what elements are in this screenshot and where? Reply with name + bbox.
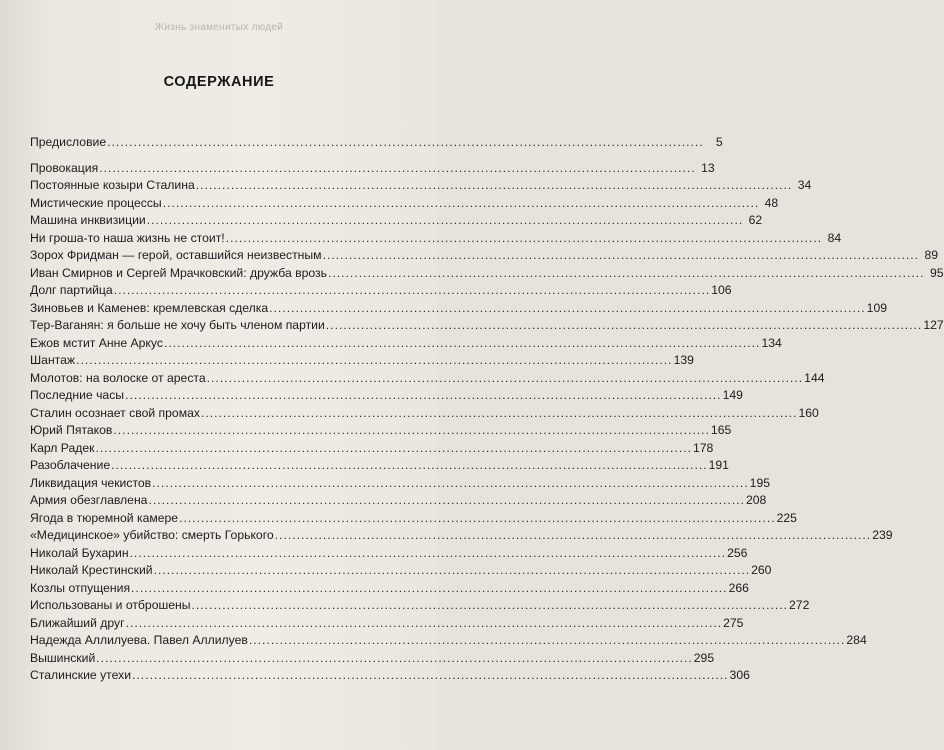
toc-leader-dots: [99, 160, 696, 178]
toc-leader-dots: [95, 440, 692, 458]
toc-entry-title: Молотов: на волоске от ареста: [30, 370, 206, 385]
toc-entry: [30, 545, 748, 563]
toc-leader-dots: [107, 134, 704, 152]
toc-entry-title: Надежда Аллилуева. Павел Аллилуев: [30, 633, 248, 647]
toc-entry: [30, 212, 763, 230]
toc-entry-page: 191: [708, 458, 729, 472]
toc-entry-title: Зорох Фридман — герой, оставшийся неизвестным: [30, 248, 322, 262]
toc-entry-page: 134: [761, 335, 782, 350]
toc-entry-page: 165: [710, 423, 732, 437]
toc-entry: [30, 475, 771, 493]
toc-entry: [30, 580, 749, 598]
toc-entry: [30, 457, 729, 475]
toc-entry-page: 225: [776, 510, 797, 525]
toc-entry: [30, 597, 810, 615]
toc-entry-title: Николай Крестинский: [30, 563, 153, 577]
toc-leader-dots: [269, 300, 866, 318]
toc-entry-page: 275: [723, 615, 744, 630]
toc-entry: [30, 422, 732, 440]
toc-leader-dots: [196, 177, 793, 195]
toc-leader-dots: [148, 492, 745, 510]
toc-entry-page: 149: [722, 388, 743, 402]
toc-leader-dots: [192, 597, 789, 615]
toc-entry: [30, 405, 819, 423]
toc-entry: [30, 667, 750, 685]
toc-entry-page: 260: [751, 563, 772, 577]
toc-entry-title: Козлы отпущения: [30, 580, 131, 595]
toc-leader-dots: [323, 247, 920, 265]
toc-entry-page: 295: [693, 650, 715, 665]
table-of-contents: [30, 134, 944, 685]
toc-entry: [30, 510, 797, 528]
toc-leader-dots: [163, 195, 760, 213]
toc-leader-dots: [164, 335, 761, 353]
toc-leader-dots: [125, 387, 722, 405]
toc-entry: [30, 230, 842, 248]
toc-entry: [30, 195, 779, 213]
toc-entry: [30, 177, 812, 195]
toc-entry-title: Сталин осознает свой промах: [30, 405, 200, 420]
toc-entry-page: 239: [872, 528, 893, 542]
toc-entry-page: 144: [804, 370, 825, 385]
toc-entry-page: 160: [798, 405, 819, 420]
toc-entry-title: Провокация: [30, 160, 99, 175]
toc-entry-title: Юрий Пятаков: [30, 423, 113, 437]
toc-entry-title: Карл Радек: [30, 440, 95, 455]
toc-leader-dots: [76, 352, 673, 370]
toc-leader-dots: [113, 422, 710, 440]
toc-entry-page: 272: [789, 598, 810, 612]
toc-entry-page: 178: [692, 440, 714, 455]
toc-entry-page: 5: [715, 135, 723, 149]
toc-heading: СОДЕРЖАНИЕ: [163, 74, 275, 90]
toc-entry-page: 89: [924, 248, 939, 262]
toc-leader-dots: [114, 282, 711, 300]
toc-entry-page: 84: [827, 230, 842, 245]
toc-entry: [30, 160, 715, 178]
toc-entry: [30, 265, 944, 283]
toc-entry: [30, 527, 893, 545]
toc-entry-title: Мистические процессы: [30, 195, 162, 210]
toc-entry: [30, 134, 723, 152]
toc-entry-page: 13: [701, 160, 715, 175]
toc-entry-title: Долг партийца: [30, 283, 113, 297]
toc-entry: [30, 492, 767, 510]
toc-entry-page: 106: [711, 283, 732, 297]
toc-entry-title: Сталинские утехи: [30, 668, 132, 682]
toc-entry-title: Разоблачение: [30, 458, 111, 472]
toc-entry-title: Машина инквизиции: [30, 213, 146, 227]
toc-leader-dots: [96, 650, 693, 668]
toc-entry: [30, 387, 743, 405]
toc-entry-title: Постоянные козыри Сталина: [30, 178, 195, 192]
toc-entry-page: 127: [923, 318, 944, 332]
toc-leader-dots: [201, 405, 798, 423]
toc-leader-dots: [111, 457, 708, 475]
toc-entry-title: Ни гроша-то наша жизнь не стоит!: [30, 230, 225, 245]
toc-entry-title: Шантаж: [30, 353, 76, 367]
toc-entry-page: 139: [673, 353, 694, 367]
toc-entry-title: Тер-Ваганян: я больше не хочу быть членом партии: [30, 318, 325, 332]
toc-entry-title: Ежов мстит Анне Аркус: [30, 335, 163, 350]
toc-entry: [30, 370, 825, 388]
toc-entry-page: 256: [727, 545, 748, 560]
toc-entry: [30, 615, 744, 633]
toc-entry: [30, 440, 714, 458]
toc-leader-dots: [147, 212, 744, 230]
toc-entry-title: Ягода в тюремной камере: [30, 510, 179, 525]
toc-leader-dots: [126, 615, 723, 633]
toc-entry-page: 306: [729, 668, 750, 682]
toc-entry-title: Армия обезглавлена: [30, 493, 148, 507]
toc-entry: [30, 632, 867, 650]
toc-entry-title: Иван Смирнов и Сергей Мрачковский: дружба врозь: [30, 265, 327, 280]
toc-entry: [30, 352, 694, 370]
toc-entry-title: Использованы и отброшены: [30, 598, 191, 612]
toc-entry-page: 266: [728, 580, 749, 595]
toc-entry-page: 34: [797, 178, 812, 192]
running-head: Жизнь знаменитых людей: [154, 22, 284, 33]
toc-entry: [30, 335, 782, 353]
toc-leader-dots: [179, 510, 776, 528]
toc-entry: [30, 650, 715, 668]
toc-entry-page: 195: [749, 475, 771, 490]
toc-entry-title: «Медицинское» убийство: смерть Горького: [30, 528, 274, 542]
toc-entry-title: Предисловие: [30, 135, 107, 149]
toc-entry: [30, 282, 732, 300]
toc-entry-page: 109: [866, 300, 888, 315]
toc-entry-title: Ликвидация чекистов: [30, 475, 152, 490]
toc-leader-dots: [154, 562, 751, 580]
toc-entry: [30, 247, 939, 265]
toc-entry: [30, 317, 944, 335]
toc-entry-title: Вышинский: [30, 650, 96, 665]
toc-entry-title: Николай Бухарин: [30, 545, 129, 560]
toc-entry-page: 95: [929, 265, 944, 280]
toc-entry-page: 62: [748, 213, 763, 227]
toc-leader-dots: [207, 370, 804, 388]
toc-leader-dots: [132, 667, 729, 685]
toc-entry: [30, 300, 888, 318]
toc-leader-dots: [152, 475, 749, 493]
toc-entry-title: Ближайший друг: [30, 615, 125, 630]
toc-leader-dots: [328, 265, 925, 283]
toc-leader-dots: [326, 317, 923, 335]
toc-leader-dots: [226, 230, 823, 248]
toc-entry-page: 208: [745, 493, 767, 507]
toc-leader-dots: [130, 545, 727, 563]
toc-entry-title: Зиновьев и Каменев: кремлевская сделка: [30, 300, 269, 315]
toc-entry: [30, 562, 772, 580]
toc-leader-dots: [249, 632, 846, 650]
toc-entry-page: 48: [764, 195, 779, 210]
toc-entry-title: Последние часы: [30, 388, 125, 402]
toc-leader-dots: [275, 527, 872, 545]
toc-entry-page: 284: [846, 633, 867, 647]
toc-leader-dots: [131, 580, 728, 598]
